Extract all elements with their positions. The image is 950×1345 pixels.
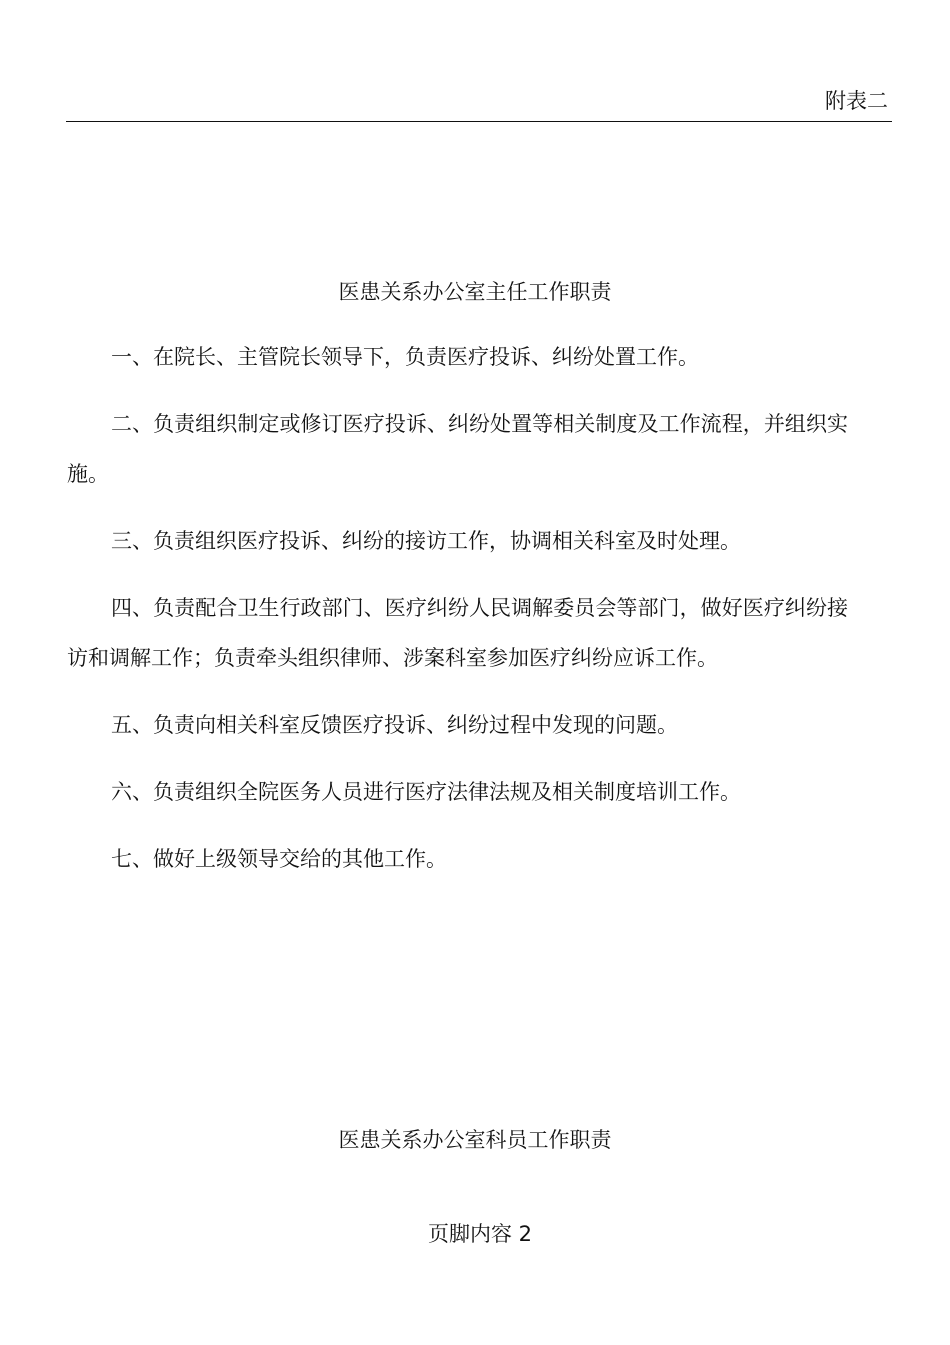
appendix-label: 附表二 — [825, 89, 888, 113]
duty-item-5: 五、负责向相关科室反馈医疗投诉、纠纷过程中发现的问题。 — [111, 713, 678, 737]
duty-item-7: 七、做好上级领导交给的其他工作。 — [111, 847, 447, 871]
page-footer: 页脚内容 2 — [427, 1222, 533, 1246]
section-title-director: 医患关系办公室主任工作职责 — [338, 280, 612, 304]
duty-item-1: 一、在院长、主管院长领导下，负责医疗投诉、纠纷处置工作。 — [111, 345, 699, 369]
duty-item-4: 四、负责配合卫生行政部门、医疗纠纷人民调解委员会等部门，做好医疗纠纷接访和调解工作；负责牵头组织律师、涉案科室参加医疗纠纷应诉工作。 — [67, 596, 848, 670]
section-title-staff: 医患关系办公室科员工作职责 — [338, 1128, 612, 1152]
duty-item-6: 六、负责组织全院医务人员进行医疗法律法规及相关制度培训工作。 — [111, 780, 741, 804]
duty-item-3: 三、负责组织医疗投诉、纠纷的接访工作，协调相关科室及时处理。 — [111, 529, 741, 553]
duty-item-2: 二、负责组织制定或修订医疗投诉、纠纷处置等相关制度及工作流程，并组织实施。 — [67, 412, 848, 486]
header-divider — [66, 121, 892, 122]
